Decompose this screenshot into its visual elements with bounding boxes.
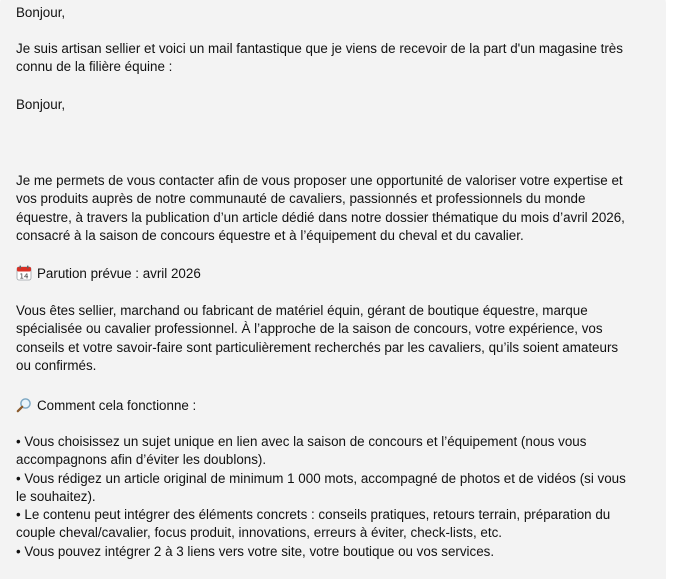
body-paragraph-1: Je me permets de vous contacter afin de vous proposer une opportunité de valoriser votre expertise et vos produits auprès de notre communauté de cavaliers, passionnés et professionnels du monde équestre, à travers la publication d’un article dédié dans notre dossier thématique du mois d’avril 2026, consacré à la saison de concours équestre et à l’équipement du cheval et du cavalier. — [16, 173, 625, 243]
magnifying-glass-icon — [16, 397, 32, 413]
greeting: Bonjour, — [16, 5, 66, 20]
bullet-list — [16, 433, 661, 561]
how-heading-text: Comment cela fonctionne : — [37, 398, 197, 413]
svg-text:14: 14 — [19, 272, 29, 281]
list-item: couple cheval/cavalier, focus produit, innovations, erreurs à éviter, check-lists, etc. — [16, 525, 503, 541]
list-item: • Vous rédigez un article original de minimum 1 000 mots, accompagné de photos et de vidéos (si vous — [16, 470, 626, 486]
calendar-icon — [16, 265, 32, 281]
how-heading — [16, 397, 661, 415]
intro-paragraph: Je suis artisan sellier et voici un mail fantastique que je viens de recevoir de la part d'un magasine très connu de la filière équine : — [16, 41, 623, 75]
list-item: • Vous pouvez intégrer 2 à 3 liens vers votre site, votre boutique ou vos services. — [16, 543, 495, 559]
list-item: • Vous choisissez un sujet unique en lien avec la saison de concours et l’équipement (nous vous — [16, 434, 587, 449]
list-item: accompagnons afin d’éviter les doublons). — [16, 452, 267, 468]
quoted-greeting: Bonjour, — [16, 97, 66, 112]
body-paragraph-2: Vous êtes sellier, marchand ou fabricant de matériel équin, gérant de boutique équestre, marque spécialisée ou cavalier professionnel. À l’approche de la saison de concours, votre expérience, vos conseils et votre savoir-faire sont particulièrement recherchés par les cavaliers, qu’ils soient amateurs ou confirmés. — [16, 303, 619, 373]
parution-text: Parution prévue : avril 2026 — [37, 266, 201, 281]
list-item: le souhaitez). — [16, 488, 96, 504]
parution-line — [16, 265, 661, 283]
list-item: • Le contenu peut intégrer des éléments concrets : conseils pratiques, retours terrain, préparation du — [16, 507, 611, 523]
